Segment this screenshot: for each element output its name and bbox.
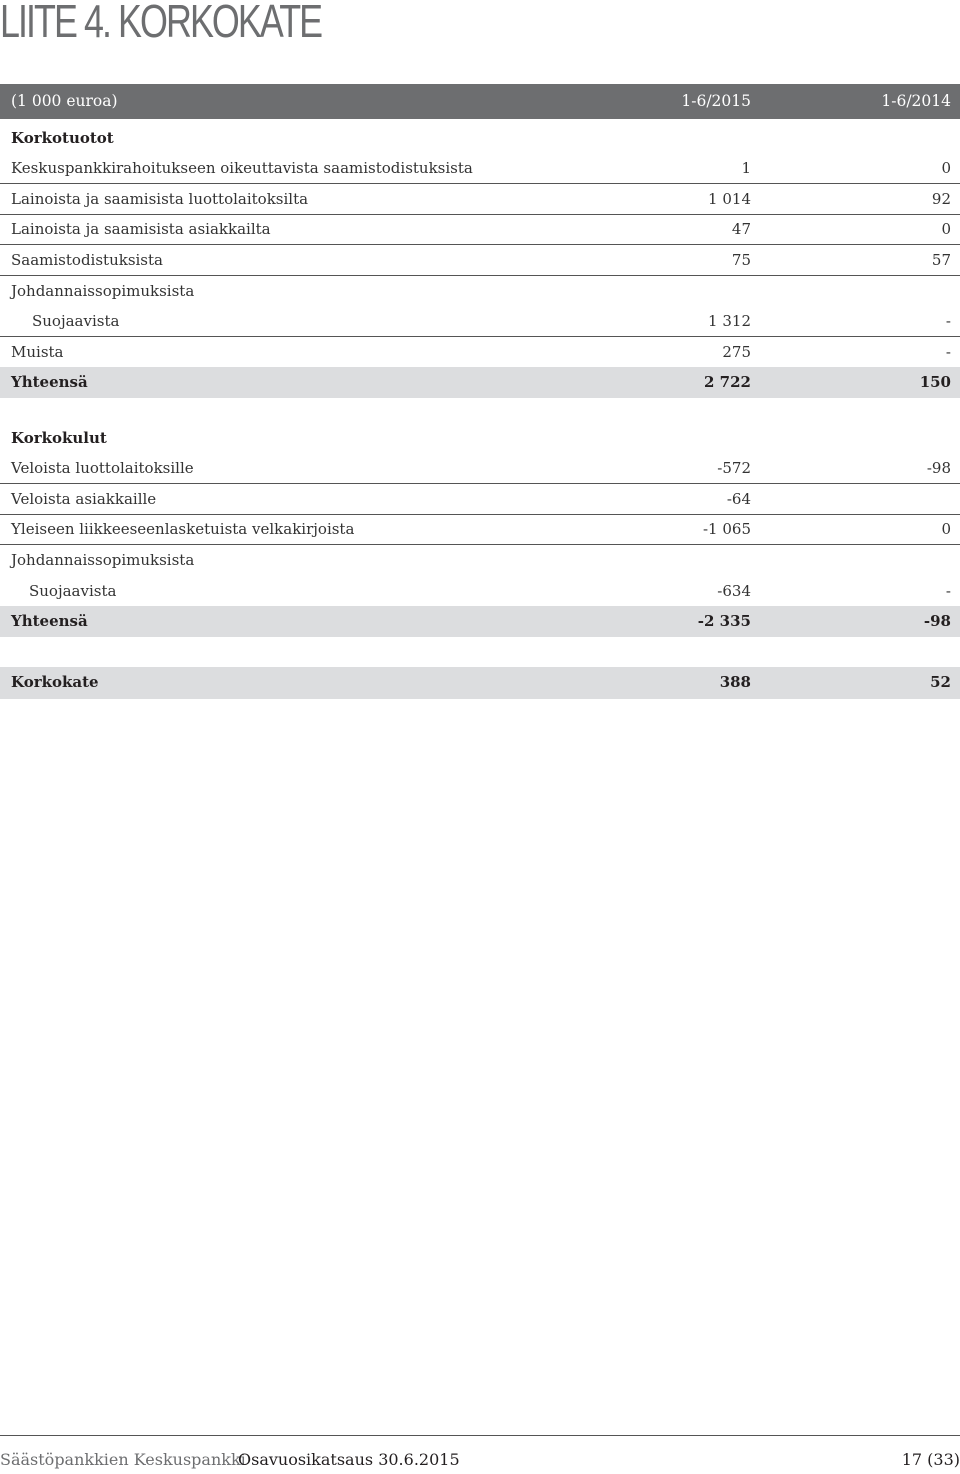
table-row — [0, 337, 960, 368]
row-value-2014: 92 — [931, 190, 951, 208]
total-value-2014: -98 — [923, 612, 951, 630]
row-label: Lainoista ja saamisista luottolaitoksilta — [11, 190, 309, 208]
row-value-2015: 75 — [731, 251, 751, 269]
total-row — [0, 606, 960, 637]
row-label: Suojaavista — [32, 312, 120, 330]
header-col-2014: 1-6/2014 — [881, 92, 951, 110]
row-value-2015: 1 312 — [708, 312, 751, 330]
row-value-2015: 47 — [731, 220, 751, 238]
row-label: Keskuspankkirahoitukseen oikeuttavista saamistodistuksista — [11, 159, 473, 177]
table-row — [0, 545, 960, 576]
table-header — [0, 84, 960, 119]
row-label: Johdannaissopimuksista — [11, 551, 195, 569]
header-unit: (1 000 euroa) — [11, 92, 118, 110]
net-interest-label: Korkokate — [11, 673, 99, 691]
footer-report: Osavuosikatsaus 30.6.2015 — [238, 1450, 460, 1469]
row-value-2015: 1 — [741, 159, 751, 177]
row-label: Saamistodistuksista — [11, 251, 163, 269]
table-row — [0, 153, 960, 184]
footer-page-number: 17 (33) — [901, 1450, 960, 1469]
table-row — [0, 453, 960, 484]
total-label: Yhteensä — [11, 373, 88, 391]
row-value-2014: 0 — [941, 159, 951, 177]
row-value-2014: 0 — [941, 520, 951, 538]
row-value-2014: - — [945, 343, 951, 361]
section-title-interest-income: Korkotuotot — [11, 129, 114, 147]
row-value-2015: -572 — [717, 459, 751, 477]
row-label: Veloista luottolaitoksille — [11, 459, 194, 477]
net-interest-value-2015: 388 — [719, 673, 751, 691]
row-value-2014: 57 — [931, 251, 951, 269]
footer-divider — [0, 1435, 960, 1436]
row-label: Muista — [11, 343, 64, 361]
net-interest-value-2014: 52 — [930, 673, 951, 691]
table-row — [0, 184, 960, 215]
row-value-2015: 275 — [722, 343, 751, 361]
table-row — [0, 214, 960, 245]
row-label: Suojaavista — [29, 582, 117, 600]
row-value-2015: -64 — [726, 490, 751, 508]
row-label: Veloista asiakkaille — [11, 490, 157, 508]
section-title-interest-expense: Korkokulut — [11, 429, 107, 447]
table-row — [0, 306, 960, 337]
table-row — [0, 245, 960, 276]
table-row — [0, 514, 960, 545]
row-value-2015: -1 065 — [702, 520, 751, 538]
total-label: Yhteensä — [11, 612, 88, 630]
total-value-2015: -2 335 — [697, 612, 751, 630]
row-value-2015: 1 014 — [708, 190, 751, 208]
table-row — [0, 276, 960, 307]
row-value-2014: 0 — [941, 220, 951, 238]
total-value-2015: 2 722 — [704, 373, 751, 391]
row-label: Johdannaissopimuksista — [11, 282, 195, 300]
row-value-2014: - — [945, 312, 951, 330]
page-title: LIITE 4. KORKOKATE — [0, 0, 322, 47]
row-value-2014: - — [945, 582, 951, 600]
row-value-2014: -98 — [926, 459, 951, 477]
total-row — [0, 367, 960, 398]
net-interest-row — [0, 667, 960, 699]
row-value-2015: -634 — [717, 582, 751, 600]
row-label: Lainoista ja saamisista asiakkailta — [11, 220, 271, 238]
table-row — [0, 484, 960, 515]
header-col-2015: 1-6/2015 — [681, 92, 751, 110]
table-row — [0, 576, 960, 607]
total-value-2014: 150 — [919, 373, 951, 391]
footer-company: Säästöpankkien Keskuspankki — [0, 1450, 246, 1469]
row-label: Yleiseen liikkeeseenlasketuista velkakirjoista — [11, 520, 355, 538]
